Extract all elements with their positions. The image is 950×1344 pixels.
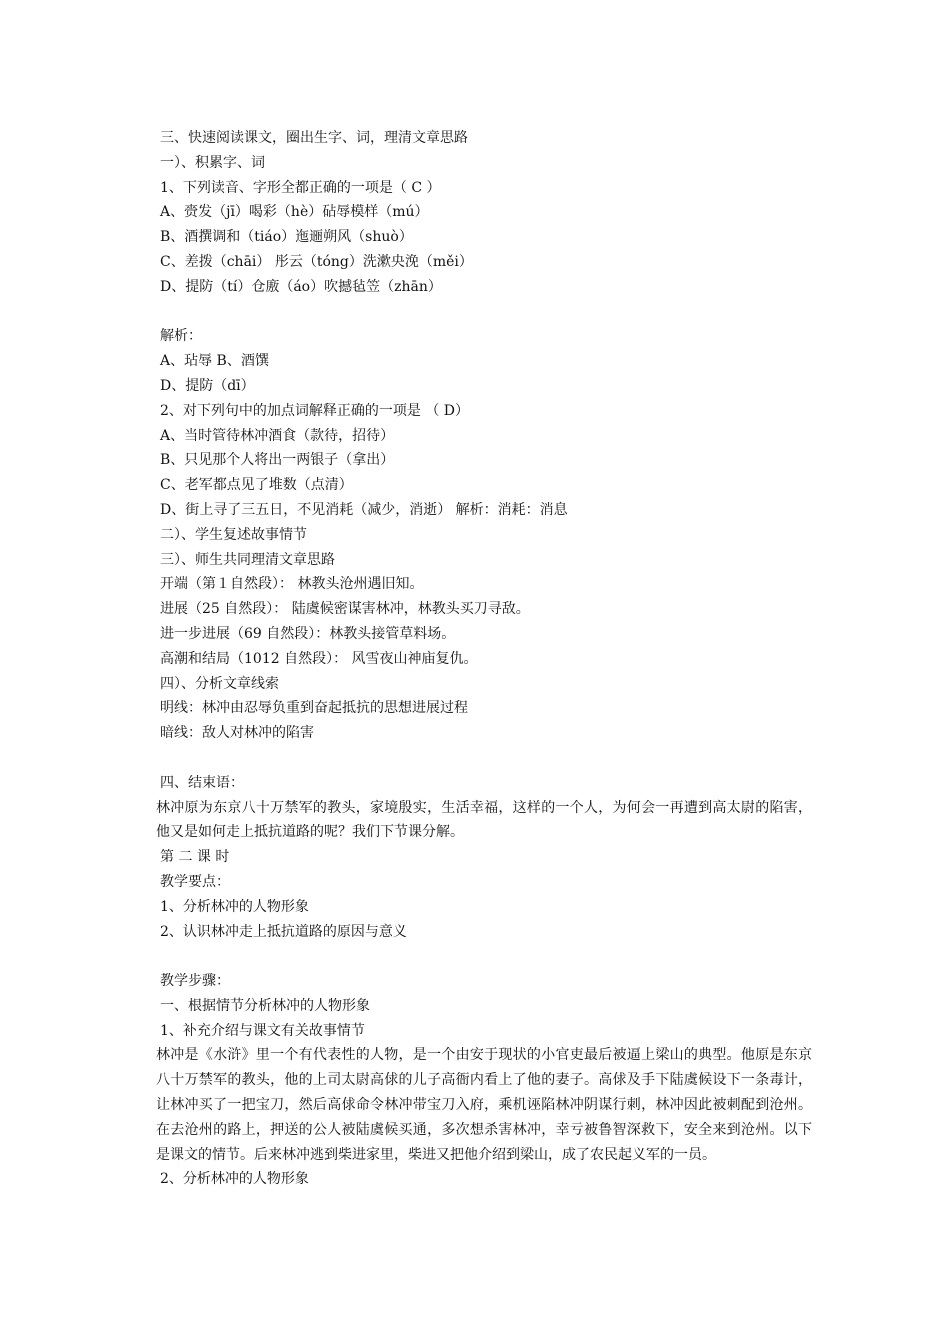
- step-1-2: 2、分析林冲的人物形象: [160, 1171, 309, 1188]
- spacer: [160, 944, 806, 969]
- step-1-heading: 一、根据情节分析林冲的人物形象: [160, 997, 370, 1014]
- spacer: [160, 300, 806, 325]
- document-body: [156, 126, 812, 1192]
- closing-paragraph: 林冲原为东京八十万禁军的教头，家境殷实，生活幸福，这样的一个人，为何会一再遭到高太尉的陷害，他又是如何走上抵抗道路的呢？我们下节课分解。: [156, 799, 812, 841]
- outline-item: 进一步进展（69 自然段）：林教头接管草料场。: [160, 625, 456, 642]
- question-2-option-a: A、当时管待林冲酒食（款待，招待）: [160, 427, 395, 444]
- story-paragraph: 林冲是《水浒》里一个有代表性的人物，是一个由安于现状的小官吏最后被逼上梁山的典型。他原是东京八十万禁军的教头，他的上司太尉高俅的儿子高衙内看上了他的妻子。高俅及手下陆虞候设下一条毒计，让林冲买了一把宝刀，然后高俅命令林冲带宝刀入府，乘机诬陷林冲阴谋行刺，林冲因此被刺配到沧州。在去沧州的路上，押送的公人被陆虞候买通，多次想杀害林冲，幸亏被鲁智深救下，安全来到沧州。以下是课文的情节。后来林冲逃到柴进家里，柴进又把他介绍到梁山，成了农民起义军的一员。: [156, 1047, 812, 1163]
- analysis-line-2: D、提防（dī）: [160, 377, 255, 394]
- question-2-stem: 2、对下列句中的加点词解释正确的一项是 （ D）: [160, 402, 470, 419]
- subheading-structure: 三）、师生共同理清文章思路: [160, 551, 335, 568]
- question-1-stem: 1、下列读音、字形全都正确的一项是（ C ）: [160, 179, 441, 196]
- question-1-option-c: C、差拨（chāi） 彤云（tóng）洗漱央浼（měi）: [160, 253, 473, 270]
- question-1-option-b: B、酒撰调和（tiáo）迤逦朔风（shuò）: [160, 229, 413, 246]
- section-heading-4: 四、结束语：: [160, 774, 244, 791]
- subheading-retell: 二）、学生复述故事情节: [160, 526, 307, 543]
- question-2-option-c: C、老军都点见了堆数（点清）: [160, 477, 353, 494]
- lesson-2-title: 第 二 课 时: [160, 849, 230, 866]
- analysis-label: 解析：: [160, 328, 202, 345]
- analysis-line-1: A、玷辱 B、酒馔: [160, 353, 269, 370]
- question-2-option-d: D、街上寻了三五日，不见消耗（减少，消逝） 解析：消耗：消息: [160, 501, 568, 518]
- teaching-point: 1、分析林冲的人物形象: [160, 898, 309, 915]
- question-1-option-a: A、赍发（jī）喝彩（hè）砧辱模样（mú）: [160, 204, 429, 221]
- step-1-1: 1、补充介绍与课文有关故事情节: [160, 1022, 365, 1039]
- outline-item: 高潮和结局（1012 自然段）： 风雪夜山神庙复仇。: [160, 650, 478, 667]
- teaching-steps-label: 教学步骤：: [160, 973, 230, 990]
- outline-item: 进展（25 自然段）： 陆虞候密谋害林冲，林教头买刀寻敌。: [160, 601, 530, 618]
- question-1-option-d: D、提防（tí）仓廒（áo）吹撼毡笠（zhān）: [160, 278, 442, 295]
- teaching-point: 2、认识林冲走上抵抗道路的原因与意义: [160, 923, 407, 940]
- subheading-clues: 四）、分析文章线索: [160, 675, 279, 692]
- teaching-points-label: 教学要点：: [160, 873, 230, 890]
- section-heading-3: 三、快速阅读课文，圈出生字、词，理清文章思路: [160, 130, 468, 146]
- spacer: [160, 746, 806, 771]
- subheading-vocab: 一）、积累字、词: [160, 154, 265, 171]
- clue-explicit: 明线：林冲由忍辱负重到奋起抵抗的思想进展过程: [160, 700, 468, 717]
- outline-item: 开端（第１自然段）： 林教头沧州遇旧知。: [160, 576, 424, 593]
- clue-implicit: 暗线：敌人对林冲的陷害: [160, 725, 314, 742]
- question-2-option-b: B、只见那个人将出一两银子（拿出）: [160, 452, 395, 469]
